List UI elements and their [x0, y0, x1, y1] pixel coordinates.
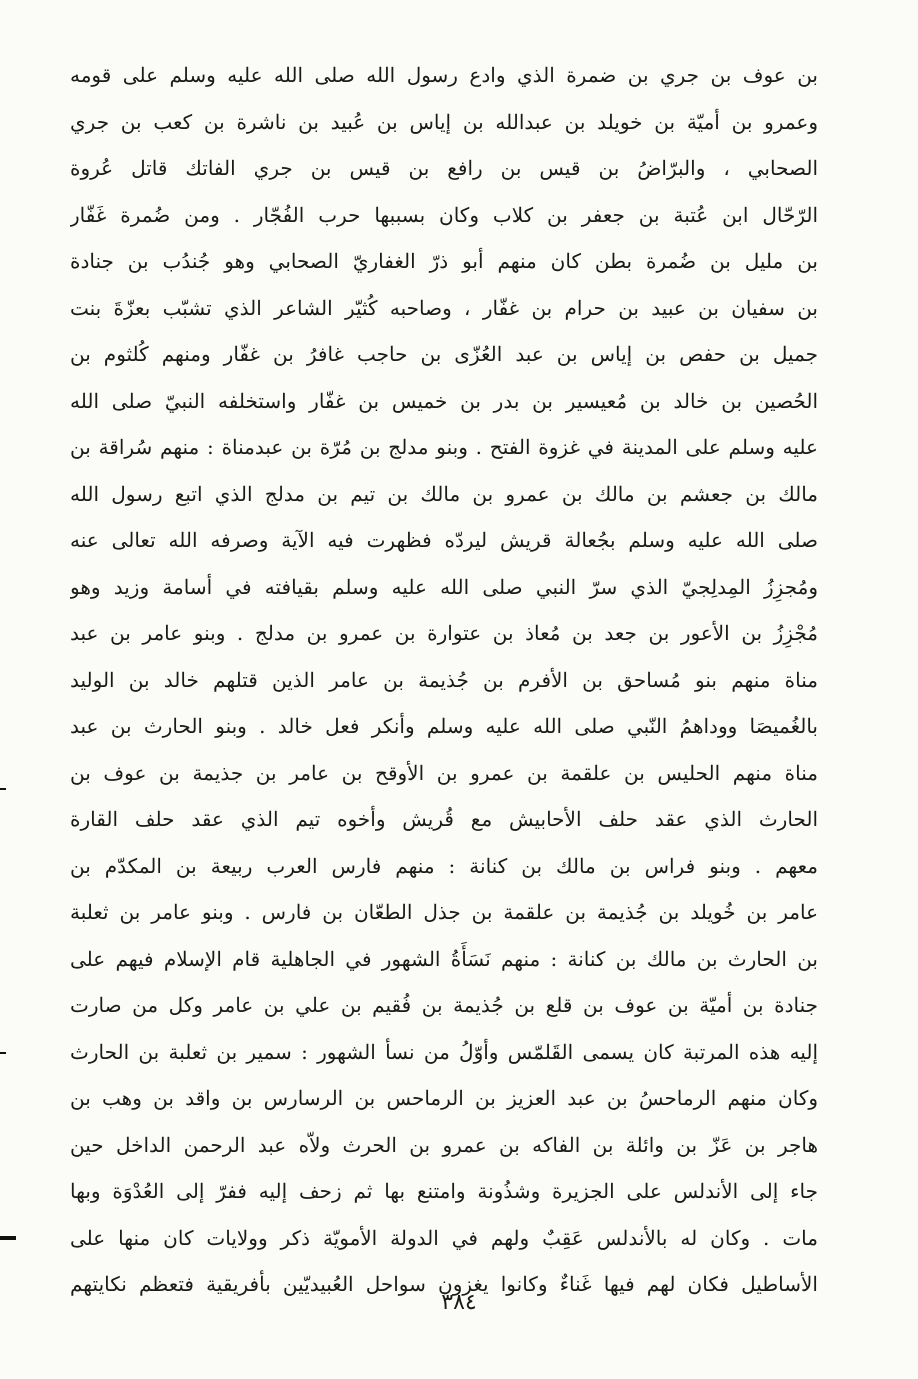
text-line: هاجر بن عَزّ بن وائلة بن الفاكه بن عمرو بن الحرث ولاّه عبد الرحمن الداخل حين — [70, 1132, 818, 1157]
text-line: بن مليل بن ضُمرة بطن كان منهم أبو ذرّ الغفاريّ الصحابي وهو جُندُب بن جنادة — [70, 249, 818, 273]
page-number: ٣٨٤ — [441, 1290, 477, 1315]
scan-mark — [0, 1052, 6, 1054]
text-line: بالغُميصَا ووداهمُ النّبي صلى الله عليه وسلم وأنكر فعل خالد . وبنو الحارث بن عبد — [70, 714, 818, 738]
text-line: مناة منهم بنو مُساحق بن الأفرم بن جُذيمة بن عامر الذين قتلهم خالد بن الوليد — [70, 667, 818, 692]
text-line: الرّحّال ابن عُتبة بن جعفر بن كلاب وكان بسببها حرب الفُجّار . ومن ضُمرة غَفّار — [70, 202, 818, 227]
text-line: عامر بن خُويلد بن جُذيمة بن علقمة بن جذل الطعّان بن فارس . وبنو عامر بن ثعلبة — [70, 900, 818, 924]
text-line: الصحابي ، والبرّاضُ بن قيس بن رافع بن قيس بن جري الفاتك قاتل عُروة — [70, 156, 818, 180]
text-line: الحُصين بن خالد بن مُعيسير بن بدر بن خميس بن غفّار واستخلفه النبيّ صلى الله — [70, 388, 818, 413]
text-line: جنادة بن أميّة بن عوف بن قلع بن جُذيمة بن فُقيم بن علي بن عامر وكل من صارت — [70, 993, 818, 1017]
text-line: وعمرو بن أميّة بن خويلد بن عبدالله بن إياس بن عُبيد بن ناشرة بن كعب بن جري — [70, 109, 818, 134]
text-line: مناة منهم الحليس بن علقمة بن عمرو بن الأوقح بن عامر بن جذيمة بن عوف بن — [70, 760, 818, 785]
text-line: بن الحارث بن مالك بن كنانة : منهم نَسَأَةُ الشهور في الجاهلية قام الإسلام فيهم على — [70, 946, 818, 971]
text-line: جميل بن حفص بن إياس بن عبد العُزّى بن حاجب غافرُ بن غفّار ومنهم كُلثوم بن — [70, 342, 818, 366]
body-text — [70, 52, 818, 1308]
text-line: بن سفيان بن عبيد بن حرام بن غفّار ، وصاحبه كُثيّر الشاعر الذي تشبّب بعزّةَ بنت — [70, 295, 818, 320]
text-line: إليه هذه المرتبة كان يسمى القَلمّس وأوّلُ من نسأ الشهور : سمير بن ثعلبة بن الحارث — [70, 1039, 818, 1064]
text-line: صلى الله عليه وسلم بجُعالة قريش ليردّه فظهرت فيه الآية وصرفه الله تعالى عنه — [70, 528, 818, 552]
text-line: مات . وكان له بالأندلس عَقِبٌ ولهم في الدولة الأمويّة ذكر وولايات كان منها على — [70, 1225, 818, 1250]
text-line: ومُجزِزُ المِدلِجيّ الذي سرّ النبي صلى الله عليه وسلم بقيافته في أسامة وزيد وهو — [70, 574, 818, 599]
text-line: جاء إلى الأندلس على الجزيرة وشذُونة وامتنع بها ثم زحف إليه ففرّ إلى العُدْوَة وبها — [70, 1179, 818, 1203]
text-line: معهم . وبنو فراس بن مالك بن كنانة : منهم فارس العرب ربيعة بن المكدّم بن — [70, 853, 818, 878]
text-line: وكان منهم الرماحسُ بن عبد العزيز بن الرماحس بن الرسارس بن واقد بن وهب بن — [70, 1086, 818, 1110]
text-line: مالك بن جعشم بن مالك بن عمرو بن مالك بن تيم بن مدلج الذي اتبع رسول الله — [70, 481, 818, 506]
text-line: الحارث الذي عقد حلف الأحابيش مع قُريش وأخوه تيم الذي عقد حلف القارة — [70, 807, 818, 831]
scan-mark — [0, 1236, 16, 1240]
text-line: الأساطيل فكان لهم فيها غَناءٌ وكانوا يغزون سواحل العُبيديّين بأفريقية فتعظم نكايتهم — [70, 1272, 818, 1296]
text-line: بن عوف بن جري بن ضمرة الذي وادع رسول الله صلى الله عليه وسلم على قومه — [70, 63, 818, 87]
text-line: عليه وسلم على المدينة في غزوة الفتح . وبنو مدلج بن مُرّة بن عبدمناة : منهم سُراقة بن — [70, 435, 818, 459]
scan-mark — [0, 788, 6, 790]
text-line: مُجْزِزُ بن الأعور بن جعد بن مُعاذ بن عتوارة بن عمرو بن مدلج . وبنو عامر بن عبد — [70, 621, 818, 645]
